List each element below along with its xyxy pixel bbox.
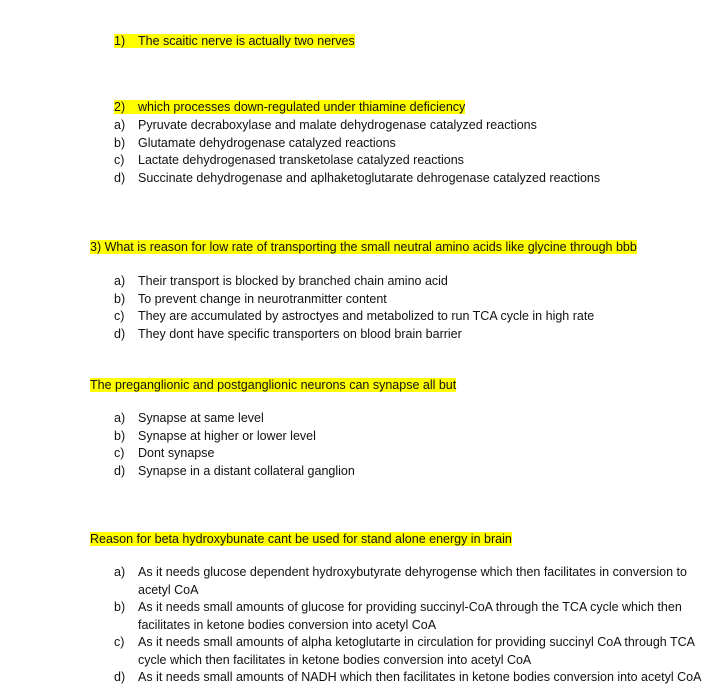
option-text: To prevent change in neurotranmitter content (138, 291, 387, 306)
option-letter: c) (114, 635, 125, 649)
option-text: They are accumulated by astroctyes and metabolized to run TCA cycle in high rate (138, 309, 595, 323)
option-letter: c) (114, 309, 125, 323)
option-item (114, 428, 714, 446)
option-text: Their transport is blocked by branched chain amino acid (138, 274, 448, 288)
option-item (114, 634, 712, 669)
question-1-highlight (114, 34, 355, 48)
question-5-text: Reason for beta hydroxybunate cant be used for stand alone energy in brain (90, 532, 512, 546)
option-letter: b) (114, 428, 126, 443)
option-item (114, 273, 714, 291)
option-text: Succinate dehydrogenase and aplhaketoglutarate dehrogenase catalyzed reactions (138, 170, 601, 185)
option-item (114, 599, 712, 634)
question-1-text: The scaitic nerve is actually two nerves (138, 34, 355, 48)
option-letter: d) (114, 670, 126, 684)
question-5 (90, 531, 512, 547)
question-4-text: The preganglionic and postganglionic neurons can synapse all but (90, 378, 457, 392)
option-text: Glutamate dehydrogenase catalyzed reactions (138, 135, 396, 150)
option-item (114, 308, 714, 326)
option-text: Synapse at higher or lower level (138, 428, 316, 443)
question-2-highlight (114, 100, 465, 114)
option-item (114, 291, 714, 309)
option-letter: c) (114, 153, 125, 167)
option-letter: a) (114, 565, 126, 579)
question-1 (114, 33, 355, 49)
option-text: As it needs small amounts of glucose for providing succinyl-CoA through the TCA cycle which then facilitates in ketone bodies conversion into acetyl CoA (138, 600, 682, 632)
option-item (114, 152, 714, 170)
option-item (114, 410, 714, 428)
option-letter: a) (114, 118, 126, 132)
question-3-text: 3) What is reason for low rate of transporting the small neutral amino acids like glycine through bbb (90, 240, 637, 254)
option-text: As it needs small amounts of NADH which then facilitates in ketone bodies conversion into acetyl CoA (138, 670, 702, 684)
option-item (114, 135, 714, 153)
option-item (114, 669, 712, 687)
question-2-text: which processes down-regulated under thiamine deficiency (138, 100, 466, 114)
option-text: As it needs glucose dependent hydroxybutyrate dehyrogense which then facilitates in conversion to acetyl CoA (138, 565, 687, 597)
option-text: Synapse at same level (138, 411, 264, 425)
option-item (114, 463, 714, 481)
option-letter: b) (114, 135, 126, 150)
option-letter: d) (114, 170, 126, 185)
option-letter: b) (114, 291, 126, 306)
option-letter: a) (114, 274, 126, 288)
option-item (114, 445, 714, 463)
option-letter: d) (114, 463, 126, 478)
question-4-options (114, 410, 714, 480)
option-text: Dont synapse (138, 446, 215, 460)
option-text: Synapse in a distant collateral ganglion (138, 463, 355, 478)
question-2-options (114, 117, 714, 187)
option-letter: b) (114, 600, 126, 614)
option-item (114, 564, 712, 599)
option-letter: a) (114, 411, 126, 425)
option-item (114, 117, 714, 135)
option-item (114, 326, 714, 344)
question-2 (114, 99, 465, 115)
option-text: Lactate dehydrogenased transketolase catalyzed reactions (138, 153, 464, 167)
option-letter: c) (114, 446, 125, 460)
question-4 (90, 377, 456, 393)
option-text: Pyruvate decraboxylase and malate dehydrogenase catalyzed reactions (138, 118, 537, 132)
option-letter: d) (114, 326, 126, 341)
option-text: They dont have specific transporters on blood brain barrier (138, 326, 462, 341)
question-3 (90, 239, 637, 255)
question-3-options (114, 273, 714, 343)
option-text: As it needs small amounts of alpha ketoglutarte in circulation for providing succinyl CoA through TCA cycle which then facilitates in ketone bodies conversion into acetyl CoA (138, 635, 695, 667)
option-item (114, 170, 714, 188)
question-1-number: 1) (114, 34, 126, 48)
question-2-number: 2) (114, 100, 126, 114)
question-5-options (114, 564, 712, 687)
